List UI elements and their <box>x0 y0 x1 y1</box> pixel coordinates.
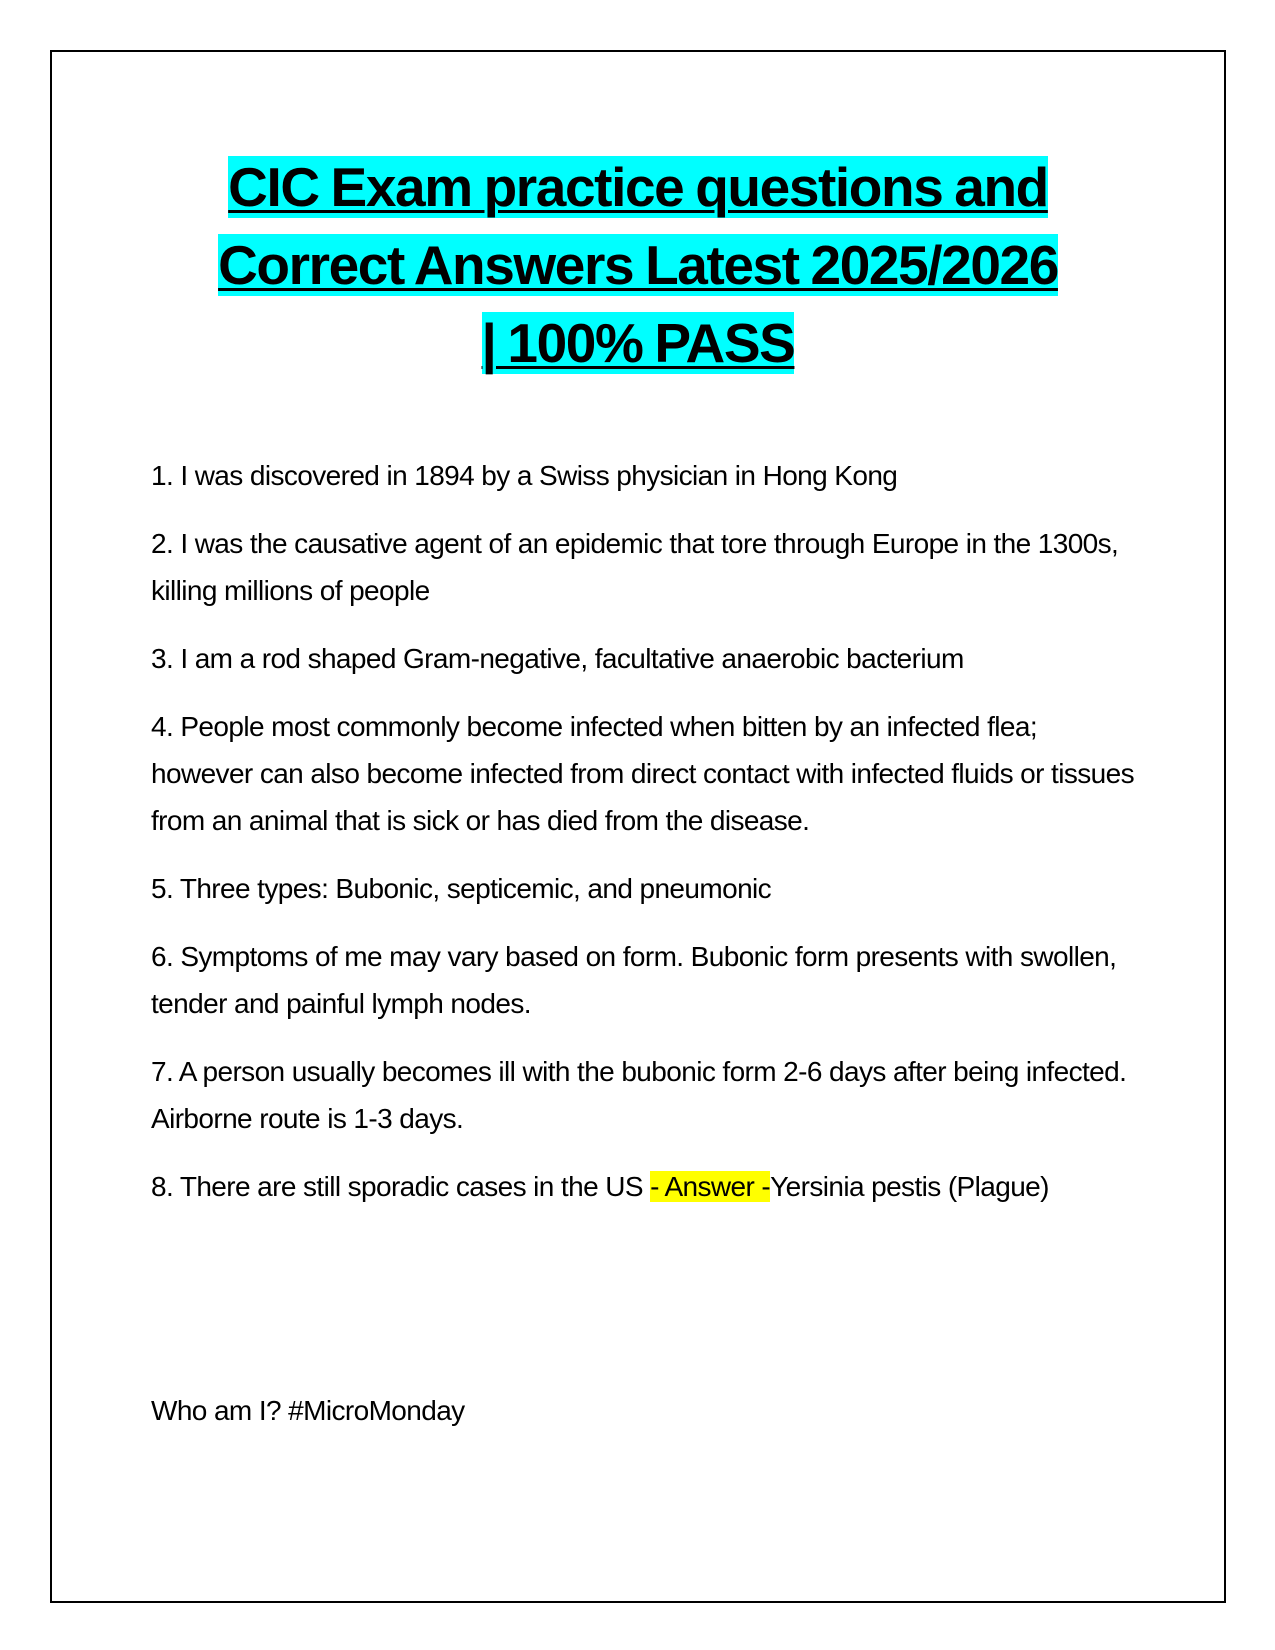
clue-item-3: 3. I am a rod shaped Gram-negative, facultative anaerobic bacterium <box>151 643 964 674</box>
title-line-1 <box>150 148 1126 226</box>
clue-item-8 <box>151 1163 1136 1210</box>
clue-item-5: 5. Three types: Bubonic, septicemic, and pneumonic <box>151 873 772 904</box>
clue-item-6: 6. Symptoms of me may vary based on form. Bubonic form presents with swollen, tender and painful lymph nodes. <box>151 941 1117 1019</box>
clue-item-1: 1. I was discovered in 1894 by a Swiss physician in Hong Kong <box>151 460 898 491</box>
answer-text: Yersinia pestis (Plague) <box>770 1171 1049 1202</box>
answer-marker: - Answer - <box>650 1171 771 1202</box>
title-line-2-text: Correct Answers Latest 2025/2026 <box>218 234 1058 296</box>
title-line-2 <box>150 226 1126 304</box>
clue-item-4: 4. People most commonly become infected when bitten by an infected flea; however can also become infected from direct contact with infected fluids or tissues from an animal that is sick or has died from the disease. <box>151 711 1134 836</box>
clue-item-2: 2. I was the causative agent of an epidemic that tore through Europe in the 1300s, killing millions of people <box>151 528 1119 606</box>
document-title <box>150 148 1126 382</box>
clue-item-8-text: 8. There are still sporadic cases in the US <box>151 1171 651 1202</box>
question-list <box>151 452 1136 1231</box>
title-line-3 <box>150 304 1126 382</box>
footer-question: Who am I? #MicroMonday <box>151 1395 465 1426</box>
clue-item-7: 7. A person usually becomes ill with the bubonic form 2-6 days after being infected. Airborne route is 1-3 days. <box>151 1056 1127 1134</box>
title-line-1-text: CIC Exam practice questions and <box>228 156 1048 218</box>
title-line-3-text: | 100% PASS <box>481 312 795 374</box>
